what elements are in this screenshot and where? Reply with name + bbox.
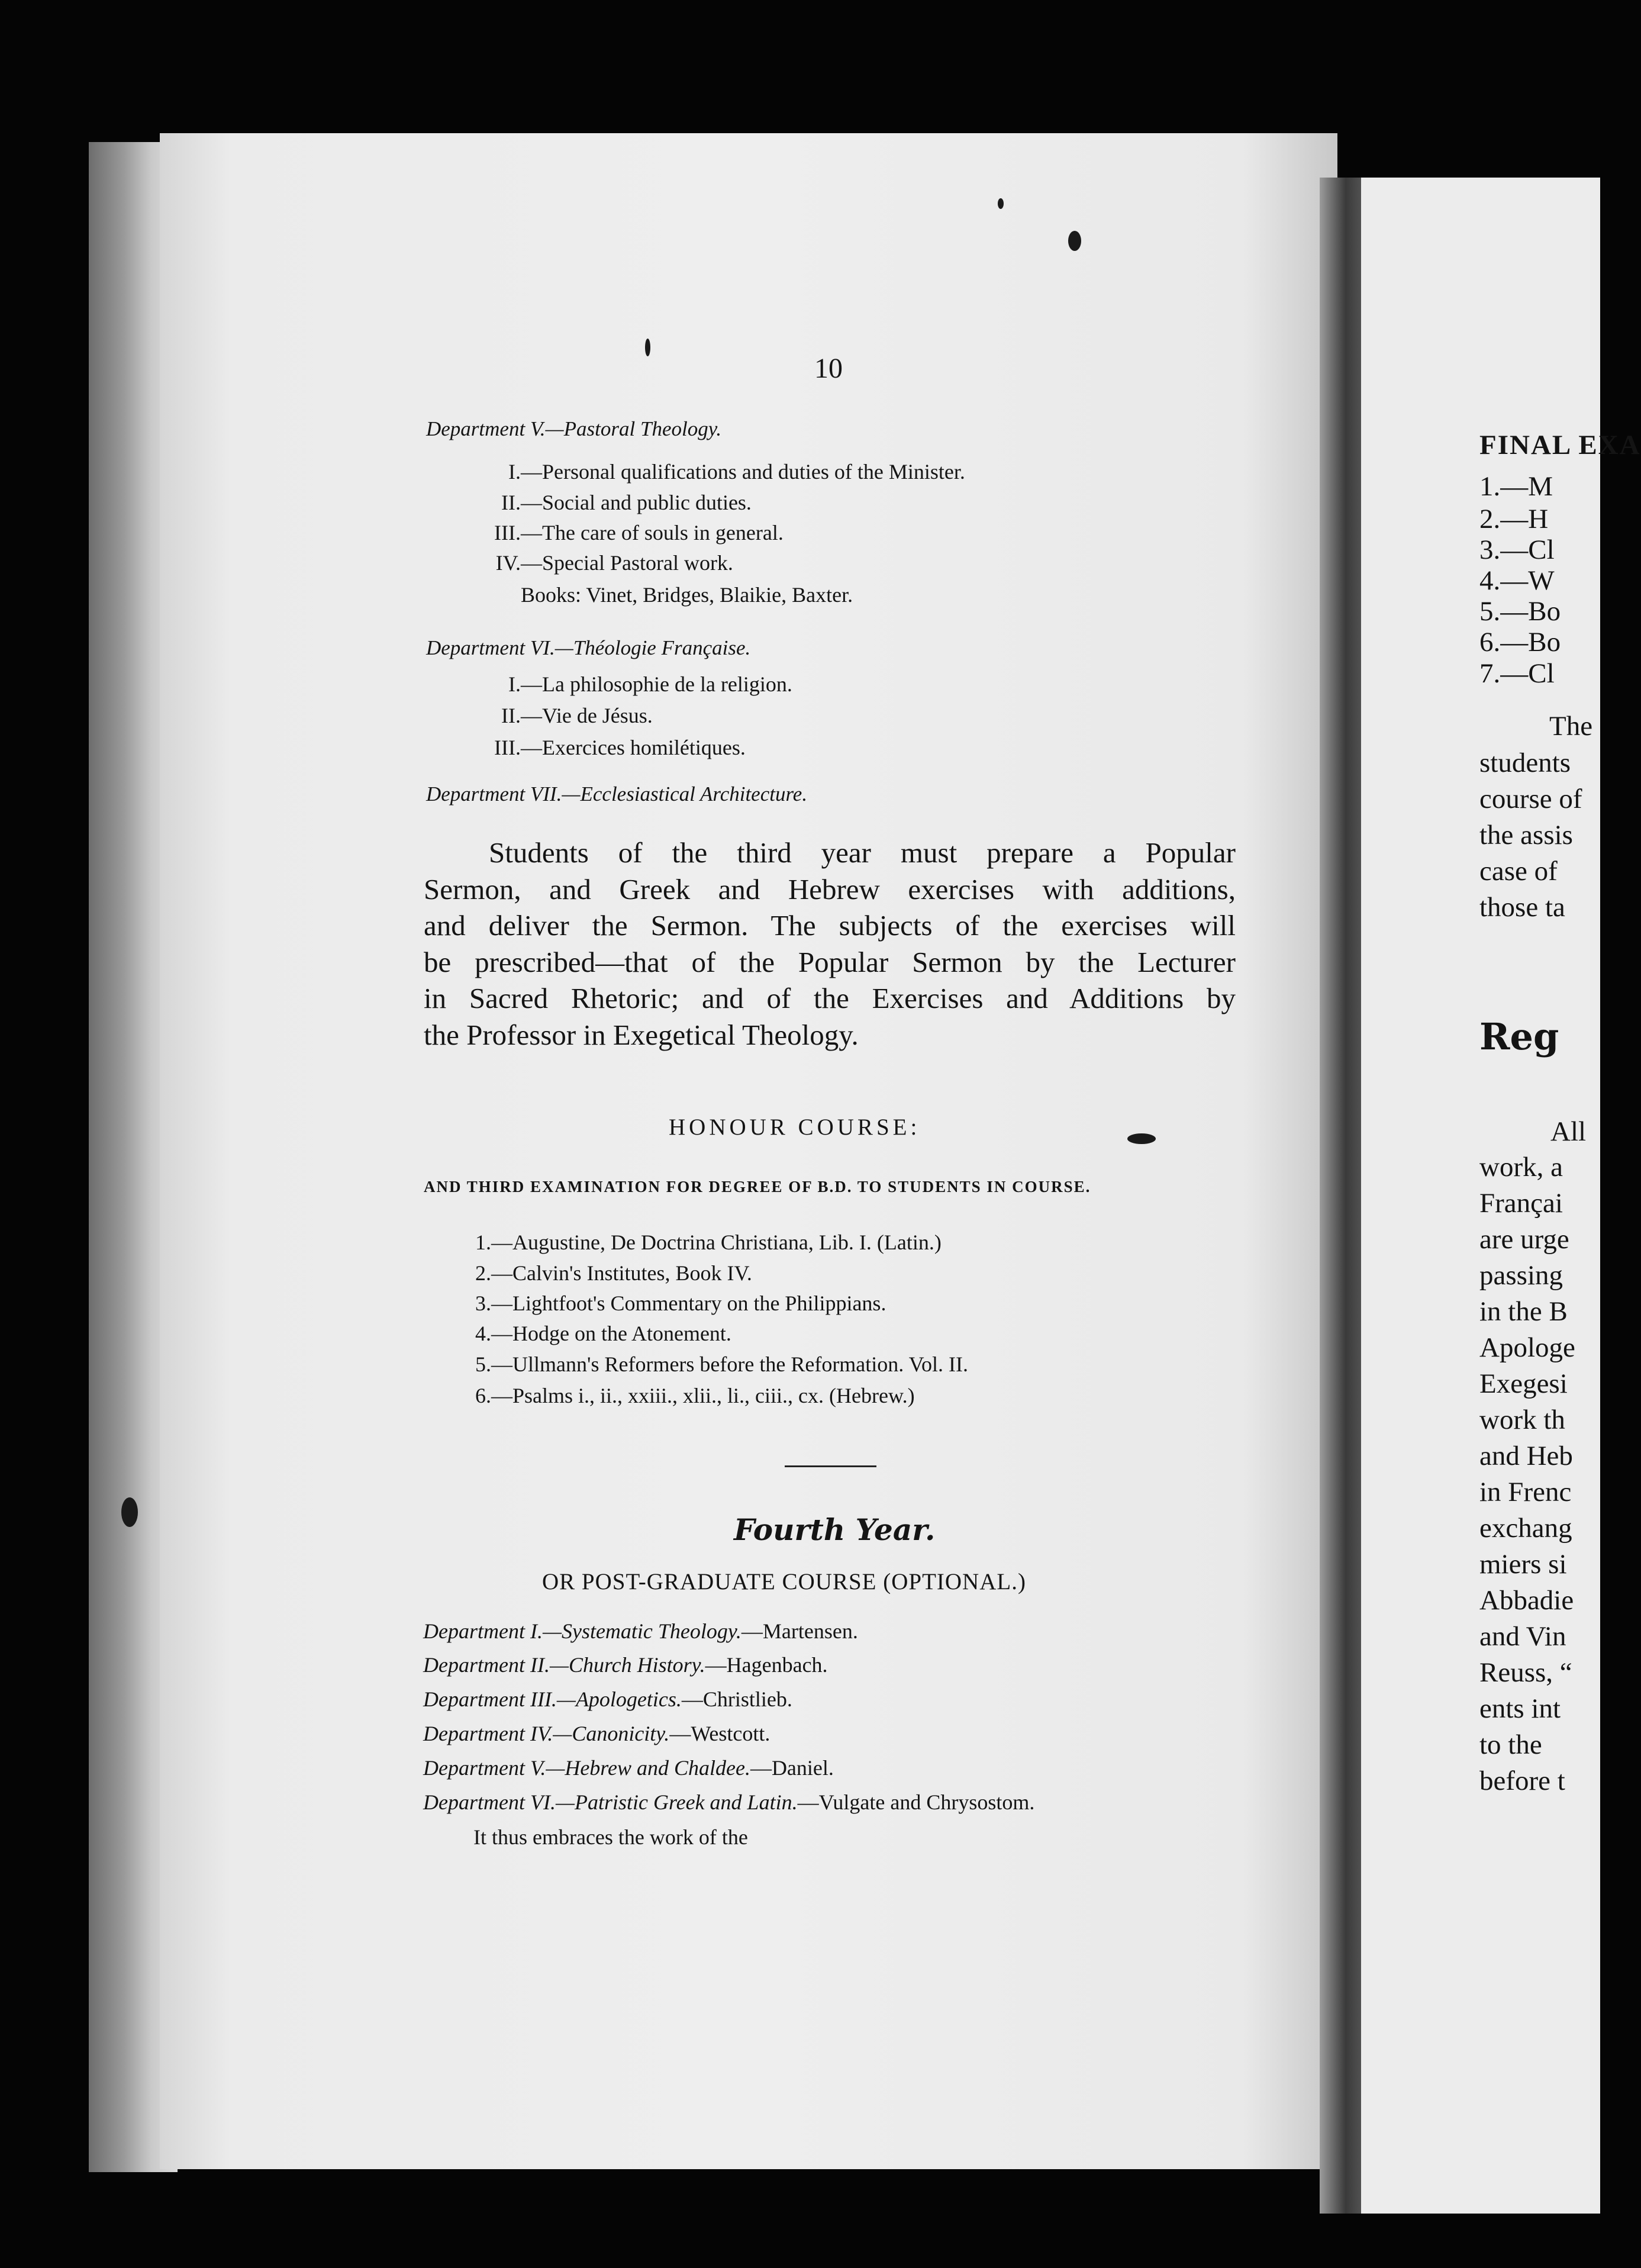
right-page-header: FINAL EXA [1479, 430, 1641, 460]
right-para1-line6: those ta [1479, 892, 1565, 923]
honour-item-3: 3.—Lightfoot's Commentary on the Philippians. [475, 1291, 886, 1315]
right-list-4: 4.—W [1479, 565, 1555, 596]
dept-vi-item-3: III.—Exercices homilétiques. [494, 736, 746, 759]
paragraph-line-3: and deliver the Sermon. The subjects of the exercises will [424, 909, 1236, 942]
right-para2-line4: are urge [1479, 1224, 1569, 1255]
right-para2-line6: in the B [1479, 1296, 1568, 1327]
dept-vi-heading: Department VI.—Théologie Française. [426, 636, 751, 659]
right-para2-line16: Reuss, “ [1479, 1657, 1572, 1688]
right-list-2: 2.—H [1479, 504, 1549, 534]
right-para1-line3: course of [1479, 784, 1582, 814]
ink-speck [121, 1497, 138, 1527]
third-year-paragraph [424, 835, 1236, 1053]
honour-item-6: 6.—Psalms i., ii., xxiii., xlii., li., ciii., cx. (Hebrew.) [475, 1384, 915, 1407]
right-para2-line11: in Frenc [1479, 1477, 1572, 1507]
honour-course-heading: HONOUR COURSE: [669, 1114, 921, 1140]
right-para2-line15: and Vin [1479, 1621, 1566, 1652]
paragraph-line-4: be prescribed—that of the Popular Sermon by the Lecturer [424, 945, 1236, 978]
fourth-dept-1: Department I.—Systematic Theology.—Martensen. [423, 1619, 858, 1643]
fourth-year-heading: Fourth Year. [734, 1512, 936, 1547]
fourth-dept-5: Department V.—Hebrew and Chaldee.—Daniel. [423, 1756, 834, 1780]
dept-v-item-1: I.—Personal qualifications and duties of the Minister. [508, 460, 965, 484]
dept-vi-item-2: II.—Vie de Jésus. [501, 704, 653, 727]
right-para1-line2: students [1479, 748, 1571, 778]
honour-item-2: 2.—Calvin's Institutes, Book IV. [475, 1261, 752, 1285]
paragraph-line-6: the Professor in Exegetical Theology. [424, 1018, 859, 1051]
right-para1-line4: the assis [1479, 820, 1573, 851]
dept-vii-heading: Department VII.—Ecclesiastical Architecture. [426, 782, 808, 806]
ink-speck [1068, 231, 1081, 251]
right-para1-line5: case of [1479, 856, 1558, 887]
dept-vi-item-1: I.—La philosophie de la religion. [508, 672, 792, 696]
right-page [1361, 178, 1641, 2214]
book-gutter [1320, 178, 1367, 2214]
honour-item-4: 4.—Hodge on the Atonement. [475, 1322, 731, 1345]
right-para2-line8: Exegesi [1479, 1368, 1568, 1399]
honour-course-subheading: AND THIRD EXAMINATION FOR DEGREE OF B.D. TO STUDENTS IN COURSE. [424, 1178, 1091, 1196]
closing-line: It thus embraces the work of the [473, 1825, 748, 1849]
right-list-7: 7.—Cl [1479, 658, 1555, 689]
dept-v-item-4: IV.—Special Pastoral work. [495, 551, 733, 575]
dept-v-item-3: III.—The care of souls in general. [494, 521, 784, 545]
right-heading: Reg [1479, 1015, 1559, 1058]
right-para2-line2: work, a [1479, 1152, 1563, 1183]
fourth-dept-4: Department IV.—Canonicity.—Westcott. [423, 1722, 770, 1745]
right-para2-line17: ents int [1479, 1693, 1561, 1724]
ink-speck [998, 198, 1004, 209]
dept-v-item-2: II.—Social and public duties. [501, 491, 752, 514]
section-divider [785, 1465, 876, 1467]
fourth-dept-3: Department III.—Apologetics.—Christlieb. [423, 1687, 792, 1711]
fourth-dept-6: Department VI.—Patristic Greek and Latin.—Vulgate and Chrysostom. [423, 1790, 1035, 1814]
right-para2-line12: exchang [1479, 1513, 1572, 1544]
left-page [160, 133, 1337, 2169]
paragraph-line-1: Students of the third year must prepare a Popular [489, 836, 1236, 869]
honour-item-1: 1.—Augustine, De Doctrina Christiana, Lib. I. (Latin.) [475, 1230, 942, 1254]
right-para2-line9: work th [1479, 1404, 1565, 1435]
right-para2-line7: Apologe [1479, 1332, 1575, 1363]
paragraph-line-5: in Sacred Rhetoric; and of the Exercises and Additions by [424, 982, 1236, 1014]
right-para1-line1: The [1549, 711, 1593, 742]
right-list-1: 1.—M [1479, 471, 1553, 502]
right-para2-line14: Abbadie [1479, 1585, 1574, 1616]
right-list-5: 5.—Bo [1479, 596, 1561, 627]
right-para2-line13: miers si [1479, 1549, 1567, 1580]
dept-v-heading: Department V.—Pastoral Theology. [426, 417, 722, 440]
dept-v-books: Books: Vinet, Bridges, Blaikie, Baxter. [521, 583, 853, 607]
right-para2-line10: and Heb [1479, 1441, 1573, 1471]
honour-item-5: 5.—Ullmann's Reformers before the Reformation. Vol. II. [475, 1352, 968, 1376]
ink-speck [645, 339, 650, 356]
right-para2-line3: Françai [1479, 1188, 1563, 1219]
ink-speck [1127, 1133, 1156, 1144]
paragraph-line-2: Sermon, and Greek and Hebrew exercises with additions, [424, 872, 1236, 906]
right-para2-line18: to the [1479, 1729, 1542, 1760]
right-para2-line1: All [1550, 1116, 1587, 1147]
right-list-6: 6.—Bo [1479, 627, 1561, 658]
fourth-dept-2: Department II.—Church History.—Hagenbach. [423, 1653, 828, 1677]
page-number: 10 [814, 353, 843, 384]
post-graduate-subheading: OR POST-GRADUATE COURSE (OPTIONAL.) [542, 1569, 1026, 1594]
right-para2-line5: passing [1479, 1260, 1563, 1291]
right-list-3: 3.—Cl [1479, 534, 1555, 565]
right-para2-line19: before t [1479, 1766, 1565, 1796]
